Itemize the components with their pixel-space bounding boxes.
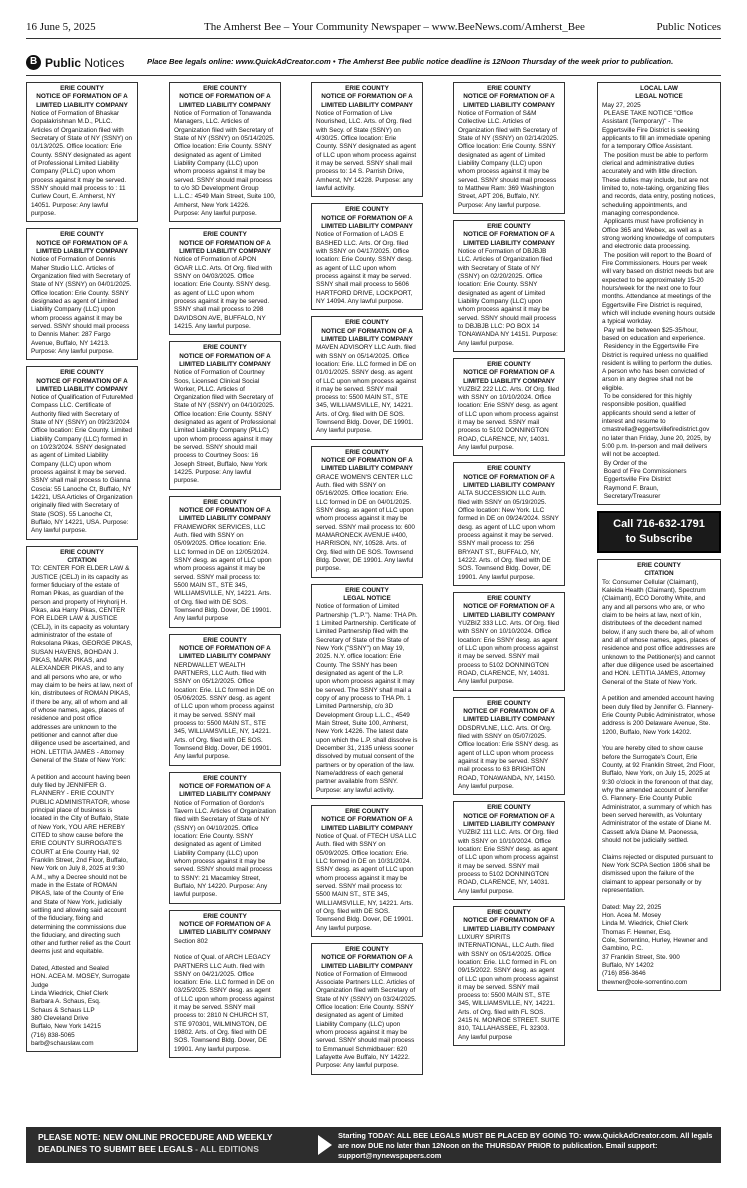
legal-notice	[169, 910, 281, 1059]
legal-notice	[169, 82, 281, 222]
notice-body: DDSDRVLNE, LLC. Arts. Of Org. filed with SSNY on 05/07/2025. Office location: Erie SSNY desg. as agent of LLC upon whom process against it may be served. SSNY mail process to 63 BRIGHTON ROAD, TONAWANDA, NY, 14150. Any lawful purpose.	[458, 724, 561, 790]
notice-heading: ERIE COUNTY NOTICE OF FORMATION OF A LIMITED LIABILITY COMPANY	[321, 319, 413, 343]
notice-heading: ERIE COUNTY NOTICE OF FORMATION OF A LIMITED LIABILITY COMPANY	[463, 465, 555, 490]
notice-body: Notice of Formation of LAOS E BASHED LLC. Arts. Of Org. filed with SSNY on 04/17/2025. Office location: Erie County. SSNY desg. as agent of LLC upon whom process against it may be served. SSNY shall mail process to 5606 HARTFORD DRIVE, LOCKPORT, NY 14094. Any lawful purpose.	[316, 231, 415, 305]
notice-body: Notice of Formation of Gordon's Tavern LLC. Articles of Organization filed with Secretary of State of NY (SSNY) on 04/10/2025. Office location: Erie County. SSNY designated as agent of Limited Liability Company (LLC) upon whom process against it may be served. SSNY should mail process to SSNY: 21 Macamley Street, Buffalo, NY 14220. Purpose: Any lawful purpose.	[174, 799, 278, 899]
legal-notice	[597, 82, 721, 505]
legal-notice	[453, 592, 565, 691]
legal-notice	[453, 358, 565, 457]
notice-heading: ERIE COUNTY NOTICE OF FORMATION OF A LIMITED LIABILITY COMPANY	[179, 231, 271, 255]
bee-logo-icon	[26, 55, 41, 70]
notice-heading: LOCAL LAW LEGAL NOTICE	[635, 85, 683, 101]
notice-body: YUZBIZ 222 LLC. Arts. Of Org. filed with SSNY on 10/10/2024. Office location: Erie SSNY desg. as agent of LLC upon whom process against it may be served. SSNY mail process to 5102 DONNINGTON ROAD, CLARENCE, NY, 14031. Any lawful purpose.	[458, 385, 562, 452]
section-banner	[26, 55, 721, 73]
notice-body: Notice of Formation of DBJBJB LLC. Articles of Organization filed with Secretary of State of NY (SSNY) on 02/20/2025. Office location: Erie County. SSNY designated as agent of Limited Liability Company (LLC) upon whom process against it may be served. SSNY should mail process to DBJBJB LLC: PO BOX 14 TONAWANDA NY 14151. Purpose: Any lawful purpose.	[458, 247, 560, 347]
notice-heading: ERIE COUNTY NOTICE OF FORMATION OF A LIMITED LIABILITY COMPANY	[321, 945, 413, 970]
notice-heading: ERIE COUNTY NOTICE OF FORMATION OF A LIMITED LIABILITY COMPANY	[179, 774, 271, 799]
notice-heading: ERIE COUNTY NOTICE OF FORMATION OF A LIMITED LIABILITY COMPANY	[463, 595, 555, 619]
publication-title: The Amherst Bee – Your Community Newspaper – www.BeeNews.com/Amherst_Bee	[204, 21, 585, 33]
banner-tagline: Place Bee legals online: www.QuickAdCreator.com • The Amherst Bee public notice deadline is 12Noon Thursday of the week prior to publication.	[147, 57, 674, 66]
notice-heading: ERIE COUNTY NOTICE OF FORMATION OF A LIMITED LIABILITY COMPANY	[321, 807, 413, 832]
legal-notice	[169, 634, 281, 766]
legal-notice	[453, 801, 565, 900]
notice-column-4	[453, 82, 565, 1052]
brand-bold: Public	[45, 56, 82, 70]
play-arrow-icon	[318, 1135, 332, 1155]
brand-rest: Notices	[81, 56, 125, 70]
notice-body: NERDWALLET WEALTH PARTNERS, LLC Auth. filed with SSNY on 05/12/2025. Office location: Erie. LLC formed in DE on 05/06/2025. SSNY desg. as agent of LLC upon whom process against it may be served. SSNY mail process to: 5500 MAIN ST., STE 345, WILLIAMSVILLE, NY, 14221. Arts. of Org. filed with DE SOS. Townsend Bldg. Dover, DE 19901. Any lawful purpose.	[174, 661, 276, 761]
notice-heading: ERIE COUNTY NOTICE OF FORMATION OF A LIMITED LIABILITY COMPANY	[463, 804, 555, 828]
notice-heading: ERIE COUNTY CITATION	[60, 548, 104, 565]
legal-notice	[311, 82, 423, 197]
section-brand	[45, 56, 124, 70]
legal-notice	[453, 462, 565, 586]
notice-heading: ERIE COUNTY CITATION	[637, 562, 681, 578]
legal-notice	[311, 446, 423, 578]
legal-notice	[169, 228, 281, 335]
legal-notice	[597, 559, 721, 991]
page-header	[26, 21, 721, 37]
notice-body: Notice of Qualification of FutureMed Compass LLC. Certificate of Authority filed with Secretary of State of NY (SSNY) on 09/23/2024 Office location: Erie County. Limited Liability Company (LLC) formed in on 10/23/2024. SSNY designated as agent of Limited Liability Company (LLC) upon whom process against it may be served. SSNY shall mail process to Gianna Coscia: 55 Lanoche Ct, Buffalo, NY 14221, USA Articles of Organization originally filed with Secretary of State (SOS). 55 Lanoche Ct, Buffalo, NY 14221, USA. Purpose: Any lawful purpose.	[31, 394, 135, 535]
notice-body: Notice of Formation of Elmwood Associate Partners LLC. Articles of Organization filed with Secretary of State of NY (SSNY) on 03/24/2025. Office location: Erie County. SSNY designated as agent of Limited Liability Company (LLC) upon whom process against it may be served. SSNY should mail process to Emmanuel Schmidbauer: 620 Lafayette Ave Buffalo, NY 14222. Purpose: Any lawful purpose.	[316, 970, 419, 1070]
notice-body: Notice of Formation of S&M Collective LLC. Articles of Organization filed with Secretary of State of NY (SSNY) on 02/14/2025. Office location: Erie County. SSNY designated as agent of Limited Liability Company (LLC) upon whom process against it may be served. SSNY should mail process to Matthew Ram: 369 Washington Street, APT 206, Buffalo, NY. Purpose: Any lawful purpose.	[458, 109, 561, 209]
page-number-date: 16 June 5, 2025	[26, 21, 96, 33]
notice-heading: ERIE COUNTY NOTICE OF FORMATION OF A LIMITED LIABILITY COMPANY	[463, 360, 555, 385]
notice-heading: ERIE COUNTY NOTICE OF FORMATION OF A LIMITED LIABILITY COMPANY	[463, 908, 555, 933]
footer-note	[38, 1132, 308, 1156]
notice-body: Notice of Formation of Tonawanda Managers, LLC. Articles of Organization filed with Secretary of State of NY (SSNY) on 05/14/2025. Office location: Erie County. SSNY designated as agent of Limited Liability Company (LLC) upon whom process against it may be served. SSNY should mail process to c/o 3D Development Group L.L.C.: 4549 Main Street, Suite 100, Amherst, New York 14226. Purpose: Any lawful purpose.	[174, 109, 278, 217]
notice-body: TO: CENTER FOR ELDER LAW & JUSTICE (CELJ) in its capacity as former fiduciary of the estate of Roman Pikas, as guardian of the person and property of Hryhorij H. Pikas, aka Harry Pikas, CENTER FOR ELDER LAW & JUSTICE (CELJ), in its capacity as voluntary administrator of the estate of Roksolana Pikas, GEORGE PIKAS, SUSAN HAVENS, BOHDAN J. PIKAS, MARK PIKAS, and ALEXANDER PIKAS, and to any and all persons who are, or who may claim to be heirs at law, next of kin, distributees of ROMAN PIKAS, if there be any, all of whom and all of whose names, ages, places of residence and post office addresses are unknown to the petitioner and cannot after due diligence used be ascertained, and HON. LETITIA JAMES - Attorney General of the State of New York: A petition and account having been duly filed by JENNIFER G. FLANNERY - ERIE COUNTY PUBLIC ADMINISTRATOR, whose principal place of business is located in the City of Buffalo, State of New York, YOU ARE HEREBY CITED to show cause before the ERIE COUNTY SURROGATE'S COURT at Erie County Hall, 92 Franklin Street, 2nd Floor, Buffalo, New York on July 8, 2025 at 9:30 A.M., why a Decree should not be made in the Estate of ROMAN PIKAS, late of the County of Erie and State of New York, judicially settling and allowing said account of the fiduciary, fixing and determining the commissions due the fiduciary, and directing such other and further relief as the Court deems just and equitable. Dated, Attested and Sealed HON. ACEA M. MOSEY, Surrogate Judge Linda Wiedrick, Chief Clerk Barbara A. Schaus, Esq. Schaus & Schaus LLP 380 Cleveland Drive Buffalo, New York 14215 (716) 838-5065 barb@schauslaw.com	[31, 565, 133, 1048]
banner-rule	[26, 75, 721, 76]
notice-body: GRACE WOMEN'S CENTER LLC Auth. filed with SSNY on 05/16/2025. Office location: Erie. LLC formed in DE on 04/01/2025. SSNY desg. as agent of LLC upon whom process against it may be served. SSNY mail process to: 600 MAMARONECK AVENUE #400, HARRISON, NY, 10528. Arts. of Org. filed with DE SOS. Townsend Bldg. Dover, DE 19901. Any lawful purpose.	[316, 473, 417, 573]
legal-notice	[453, 220, 565, 352]
notice-heading: ERIE COUNTY NOTICE OF FORMATION OF A LIMITED LIABILITY COMPANY	[179, 344, 271, 368]
section-name: Public Notices	[656, 21, 721, 33]
notice-column-1	[26, 82, 138, 1058]
notice-body: Notice of Formation of Courtney Soos, Licensed Clinical Social Worker, PLLC. Articles of Organization filed with Secretary of State of NY (SSNY) on 04/10/2025. Office location: Erie County. SSNY designated as agent of Professional Limited Liability Company (PLLC) upon whom process against it may be served. SSNY should mail process to Courtney Soos: 16 Joseph Street, Buffalo, New York 14225. Purpose: Any lawful purpose.	[174, 369, 278, 485]
legal-notice	[311, 943, 423, 1075]
footer-banner	[26, 1127, 721, 1163]
notice-heading: ERIE COUNTY NOTICE OF FORMATION OF A LIMITED LIABILITY COMPANY	[463, 699, 555, 724]
notice-body: Notice of formation of Limited Partnership ("L.P."). Name: THA Ph. 1 Limited Partnership. Certificate of Limited Partnership filed with the Secretary of State of the State of New York ("SSNY") on May 19, 2025. N.Y. office location: Erie County. The SSNY has been designated as agent of the L.P. upon whom process against it may be served. The SSNY shall mail a copy of any process to THA Ph. 1 Limited Partnership, c/o 3D Development Group L.L.C., 4549 Main Street, Suite 100, Amherst, New York 14226. The latest date upon which the L.P. shall dissolve is December 31, 2135 unless sooner dissolved by mutual consent of the partners or by operation of the law. Name/address of each general partner available from SSNY. Purpose: any lawful activity.	[316, 603, 420, 794]
notice-heading: ERIE COUNTY NOTICE OF FORMATION OF A LIMITED LIABILITY COMPANY	[179, 85, 271, 109]
notice-column-5	[597, 82, 721, 997]
notice-body: Notice of Formation of Live Nourished, LLC. Arts. of Org. filed with Secy. of State (SSNY) on 4/30/25. Office location: Erie County. SSNY designated as agent of LLC upon whom process against it may be served. SSNY shall mail process to: 14 S. Parrish Drive, Amherst, NY 14228. Purpose: any lawful activity.	[316, 109, 418, 192]
notice-body: MAVEN ADVISORY LLC Auth. filed with SSNY on 05/14/2025. Office location: Erie. LLC formed in DE on 01/01/2025. SSNY desg. as agent of LLC upon whom process against it may be served. SSNY mail process to: 5500 MAIN ST., STE 345, WILLIAMSVILLE, NY, 14221. Arts. of Org. filed with DE SOS. Townsend Bldg. Dover, DE 19901. Any lawful purpose.	[316, 344, 418, 435]
legal-notice	[453, 82, 565, 214]
notice-heading: ERIE COUNTY NOTICE OF FORMATION OF A LIMITED LIABILITY COMPANY	[321, 85, 413, 109]
notice-heading: ERIE COUNTY NOTICE OF FORMATION OF A LIMITED LIABILITY COMPANY	[36, 231, 128, 255]
header-rule	[26, 38, 721, 39]
legal-notice	[26, 366, 138, 540]
legal-notice	[26, 546, 138, 1053]
notice-body: Notice of Formation of Dennis Maher Studio LLC. Articles of Organization filed with Secretary of State of NY (SSNY) on 04/01/2025. Office location: Erie County. SSNY designated as agent of Limited Liability Company (LLC) upon whom process against it may be served. SSNY should mail process to Dennis Maher: 287 Fargo Avenue, Buffalo, NY 14213. Purpose: Any lawful purpose.	[31, 256, 134, 355]
notice-body: Notice of Formation of Bhaskar Gopalakrishnan M.D., PLLC. Articles of Organization filed with Secretary of State of NY (SSNY) on 01/13/2025. Office location: Erie County. SSNY designated as agent of Professional Limited Liability Company (PLLC) upon whom process against it may be served. SSNY should mail process to : 11 Curlew Court, E. Amherst, NY 14051. Purpose: Any lawful purpose.	[31, 109, 134, 217]
notice-heading: ERIE COUNTY NOTICE OF FORMATION OF A LIMITED LIABILITY COMPANY	[321, 448, 413, 473]
legal-notice	[311, 203, 423, 310]
footer-note-label: PLEASE NOTE:	[38, 1132, 104, 1142]
notice-heading: ERIE COUNTY NOTICE OF FORMATION OF A LIMITED LIABILITY COMPANY	[179, 498, 271, 523]
legal-notice	[169, 772, 281, 904]
notice-body: Notice of Formation of APON GOAR LLC. Arts. Of Org. filed with SSNY on 04/03/2025. Office location: Erie County. SSNY desg. as agent of LLC upon whom process against it may be served. SSNY shall mail process to 298 DAVIDSON AVE, BUFFALO, NY 14215. Any lawful purpose.	[174, 256, 274, 330]
notice-body: Section 802 Notice of Qual. of ARCH LEGACY PARTNERS LLC Auth. filed with SSNY on 04/21/2025. Office location: Erie. LLC formed in DE on 03/25/2025. SSNY desg. as agent of LLC upon whom process against it may be served. SSNY mail process to: 2810 N CHURCH ST, STE 970301, WILMINGTON, DE 19802. Arts. of Org. filed with DE SOS. Townsend Bldg. Dover, DE 19901. Any lawful purpose.	[174, 937, 275, 1053]
subscribe-callout: Call 716-632-1791 to Subscribe	[597, 511, 721, 553]
notice-heading: ERIE COUNTY NOTICE OF FORMATION OF A LIMITED LIABILITY COMPANY	[179, 912, 271, 937]
legal-notice	[311, 584, 423, 799]
notice-body: YUZBIZ 333 LLC. Arts. Of Org. filed with SSNY on 10/10/2024. Office location: Erie SSNY desg. as agent of LLC upon whom process against it may be served. SSNY mail process to 5102 DONNINGTON ROAD, CLARENCE, NY, 14031. Any lawful purpose.	[458, 620, 562, 686]
legal-notice	[311, 316, 423, 440]
notice-body: YUZBIZ 111 LLC. Arts. Of Org. filed with SSNY on 10/10/2024. Office location: Erie SSNY desg. as agent of LLC upon whom process against it may be served. SSNY mail process to 5102 DONNINGTON ROAD, CLARENCE, NY, 14031. Any lawful purpose.	[458, 829, 561, 895]
legal-notice	[453, 906, 565, 1046]
notice-heading: ERIE COUNTY NOTICE OF FORMATION OF A LIMITED LIABILITY COMPANY	[36, 369, 128, 393]
legal-notice	[26, 82, 138, 222]
notice-body: May 27, 2025 PLEASE TAKE NOTICE "Office Assistant (Temporary)" - The Eggertsville Fire District is seeking applicants to fill an immediate opening for a temporary Office Assistant. The position must be able to perform clerical and administrative duties accurately and with little direction. These duties may include, but are not limited to, note-taking, organizing files and records, data entry, posting notices, scheduling appointments, and managing correspondence. Applicants must have proficiency in Office 365 and Webex, as well as a strong working knowledge of computers and electronic data processing. The position will report to the Board of Fire Commissioners. Hours per week will vary based on district needs but are expected to be approximately 15-20 hours/week for the next one to four months. Attendance at meetings of the Eggertsville Fire District is required, which will include evening hours outside a typical workday. Pay will be between $25-35/hour, based on education and experience. Residency in the Eggertsville Fire District is required unless no qualified resident is willing to perform the duties. A person who has been convicted of arson in any degree shall not be eligible. To be considered for this highly responsible position, qualified applicants should send a letter of interest and resume to cmastrella@eggertsvillefiredistrict.gov no later than Friday, June 20, 2025, by 5:00 p.m. In-person and mail delivers will not be accepted. By Order of the Board of Fire Commissioners Eggertsville Fire District Raymond F. Braun, Secretary/Treasurer	[602, 101, 716, 501]
notice-body: To: Consumer Cellular (Claimant), Kaleida Health (Claimant), Spectrum (Claimant), ECO Dorothy White, and any and all persons who are, or who claim to be heirs at law, next of kin, distributees of the decedent named below, if any such there be, all of whom and all of whose names, ages, places of residence and post office addresses are unknown to the Petitioner(s) and cannot after due diligence used be ascertained and HON. LETITIA JAMES, Attorney General of the State of New York. A petition and amended account having been duly filed by Jennifer G. Flannery- Erie County Public Administrator, whose address is 200 Delaware Avenue, Ste. 1200, Buffalo, New York 14202. You are hereby cited to show cause before the Surrogate's Court, Erie County, at 92 Franklin Street, 2nd Floor, Buffalo, New York, on July 15, 2025 at 9:30 o'clock in the forenoon of that day, why the amended account of Jennifer G. Flannery- Erie County Public Administrator, a summary of which has been served herewith, as Voluntary Administrator of the estate of Diane M. Cassett a/k/a Diane M. Paonessa, should not be judicially settled. Claims rejected or disputed pursuant to New York SCPA Section 1806 shall be dismissed upon the failure of the claimant to appear personally or by representation. Dated: May 22, 2025 Hon. Acea M. Mosey Linda M. Wiedrick, Chief Clerk Thomas F. Hewner, Esq. Cole, Sorrentino, Hurley, Hewner and Gambino, P.C. 37 Franklin Street, Ste. 900 Buffalo, NY 14202 (716) 856-3646 thewner@cole-sorrentino.com	[602, 578, 716, 986]
notice-body: ALTA SUCCESSION LLC Auth. filed with SSNY on 05/19/2025. Office location: New York. LLC formed in DE on 09/24/2024. SSNY desg. as agent of LLC upon whom process against it may be served. SSNY mail process to: 256 BRYANT ST., BUFFALO, NY, 14222. Arts. of Org. filed with DE SOS. Townsend Bldg. Dover, DE 19901. Any lawful purpose.	[458, 490, 561, 581]
notice-column-2	[169, 82, 281, 1064]
notice-column-3	[311, 82, 423, 1081]
notice-heading: ERIE COUNTY NOTICE OF FORMATION OF A LIMITED LIABILITY COMPANY	[463, 85, 555, 109]
notice-body: FRAMEWORK SERVICES, LLC Auth. filed with SSNY on 05/09/2025. Office location: Erie. LLC formed in DE on 12/05/2024. SSNY desg. as agent of LLC upon whom process against it may be served. SSNY mail process to: 5500 MAIN ST., STE 345, WILLIAMSVILLE, NY, 14221. Arts. of Org. filed with DE SOS. Townsend Bldg. Dover, DE 19901. Any lawful purpose	[174, 523, 274, 623]
notice-heading: ERIE COUNTY LEGAL NOTICE	[343, 586, 391, 603]
footer-instructions: Starting TODAY: ALL BEE LEGALS MUST BE PLACED BY GOING TO: www.QuickAdCreator.com. All legals are now DUE no later than 12Noon on the THURSDAY PRIOR to publication. Email support: support@nynewspapers.com	[338, 1131, 713, 1161]
notice-body: Notice of Qual. of FTECH USA LLC Auth. filed with SSNY on 05/09/2025. Office location: Erie. LLC formed in DE on 10/31/2024. SSNY desg. as agent of LLC upon whom process against it may be served. SSNY mail process to: 5500 MAIN ST., STE 345, WILLIAMSVILLE, NY, 14221. Arts. of Org. filed with DE SOS. Townsend Bldg. Dover, DE 19901. Any lawful purpose.	[316, 832, 418, 932]
legal-notice	[169, 496, 281, 628]
notice-heading: ERIE COUNTY NOTICE OF FORMATION OF A LIMITED LIABILITY COMPANY	[321, 206, 413, 230]
legal-notice	[26, 228, 138, 360]
footer-note-text: NEW ONLINE PROCEDURE AND WEEKLY DEADLINES TO SUBMIT BEE LEGALS	[38, 1132, 273, 1154]
legal-notice	[311, 805, 423, 937]
notice-body: LUXURY SPIRITS INTERNATIONAL, LLC Auth. filed with SSNY on 05/14/2025. Office location: Erie. LLC formed in FL on 09/15/2022. SSNY desg. as agent of LLC upon whom process against it may be served. SSNY mail process to: 5500 MAIN ST., STE 345, WILLIAMSVILLE, NY, 14221. Arts. of Org. filed with FL SOS. 2415 N. MONROE STREET. SUITE 810, TALLAHASSEE, FL 32303. Any lawful purpose	[458, 933, 562, 1041]
legal-notice	[453, 697, 565, 796]
logo-letter: B	[30, 56, 38, 67]
notice-heading: ERIE COUNTY NOTICE OF FORMATION OF A LIMITED LIABILITY COMPANY	[463, 222, 555, 247]
legal-notice	[169, 341, 281, 490]
notice-heading: ERIE COUNTY NOTICE OF FORMATION OF A LIMITED LIABILITY COMPANY	[179, 636, 271, 661]
footer-note-editions: - ALL EDITIONS	[192, 1143, 259, 1154]
notice-heading: ERIE COUNTY NOTICE OF FORMATION OF A LIMITED LIABILITY COMPANY	[36, 85, 128, 109]
